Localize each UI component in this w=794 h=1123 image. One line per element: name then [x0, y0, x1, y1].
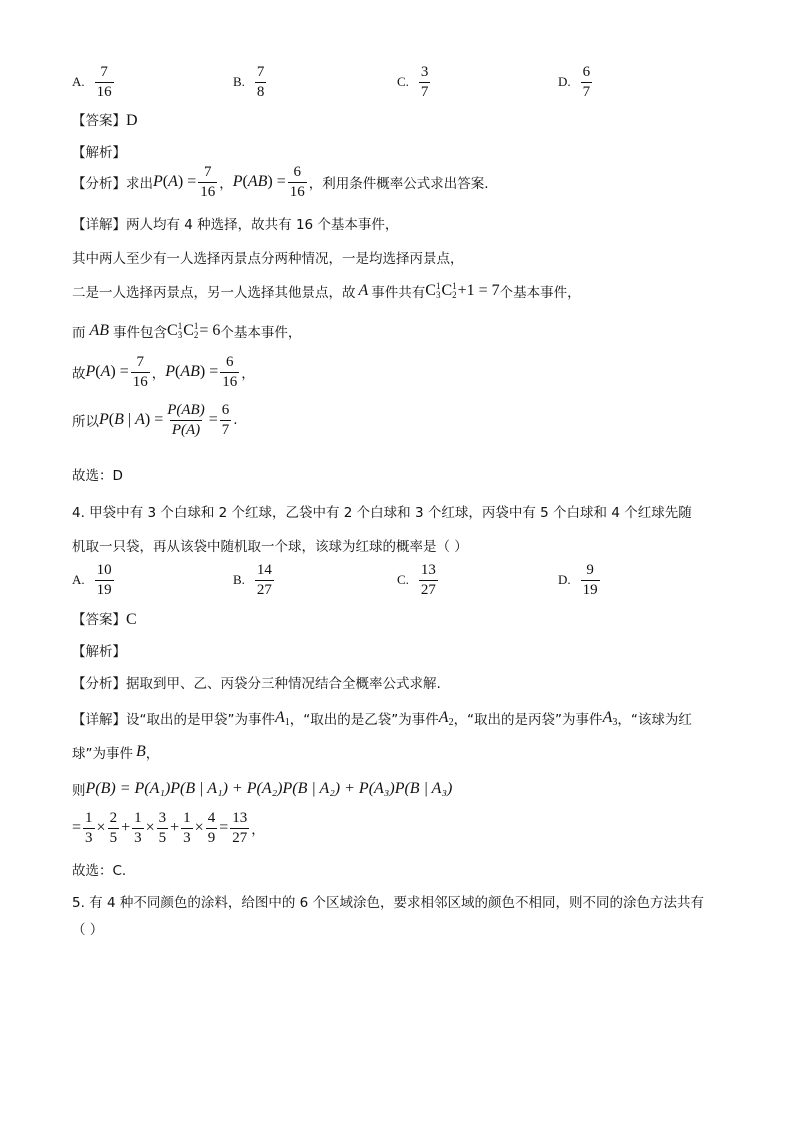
option-d: D. $\frac{6}{7}$: [558, 64, 591, 100]
detail-line: 二是一人选择丙景点，另一人选择其他景点，故 A 事件共有 C 1 3 C 1 2 +1 = 7 个基本事件，: [72, 281, 581, 301]
fraction: $\frac{6}{16}$: [222, 354, 238, 390]
fraction: $\frac{7}{16}$: [132, 354, 148, 390]
fraction: $\frac{7}{16}$: [200, 164, 216, 200]
fraction: $\frac{6}{16}$: [289, 164, 305, 200]
answer-line: 【答案】C: [72, 611, 137, 628]
detail-line: 所以 P(B | A) = $\frac{P(AB)}{P(A)}$ = $\frac{6}{7}$ .: [72, 402, 238, 438]
detail-line: 【详解】 设“取出的是甲袋”为事件 $A_1$ ，“取出的是乙袋”为事件 $A_2$ ，“取出的是丙袋”为事件 $A_3$ ，“该球为红: [72, 708, 692, 728]
option-c: C. $\frac{3}{7}$: [397, 64, 429, 100]
detail-line: 球”为事件 B ，: [72, 743, 160, 762]
answer-line: 【答案】D: [72, 112, 138, 129]
analysis-tag: 【解析】: [72, 145, 126, 161]
fraction: $\frac{3}{7}$: [420, 64, 429, 100]
fenxi-line: 【分析】 求出 P(A) = $\frac{7}{16}$ ， P(AB) = $\frac{6}{16}$ ，利用条件概率公式求出答案.: [72, 164, 489, 200]
question-stem: 4. 甲袋中有 3 个白球和 2 个红球，乙袋中有 2 个白球和 3 个红球，丙袋中有 5 个白球和 4 个红球先随: [72, 505, 692, 521]
option-c: C. $\frac{13}{27}$: [397, 562, 436, 598]
fraction: $\frac{6}{7}$: [582, 64, 591, 100]
option-b: B. $\frac{7}{8}$: [233, 64, 265, 100]
option-a: [72, 64, 116, 100]
fenxi-line: 【分析】据取到甲、乙、丙袋分三种情况结合全概率公式求解.: [72, 676, 441, 692]
fraction: $\frac{7}{16}$: [96, 64, 112, 100]
detail-line: 【详解】两人均有 4 种选择，故共有 16 个基本事件，: [72, 217, 399, 233]
fraction: $\frac{13}{27}$: [420, 562, 436, 598]
fraction: $\frac{9}{19}$: [582, 562, 598, 598]
question-stem: 5. 有 4 种不同颜色的涂料，给图中的 6 个区域涂色，要求相邻区域的颜色不相同，则不同的涂色方法共有: [72, 895, 705, 911]
option-b: B. $\frac{14}{27}$: [233, 562, 272, 598]
detail-line: 其中两人至少有一人选择丙景点分两种情况，一是均选择丙景点，: [72, 251, 464, 267]
detail-line: 故 P(A) = $\frac{7}{16}$ ， P(AB) = $\frac{6}{16}$ ，: [72, 354, 255, 390]
fraction: $\frac{P(AB)}{P(A)}$: [167, 402, 205, 438]
detail-line: 而 AB 事件包含 C 1 3 C 1 2 = 6 个基本事件，: [72, 321, 302, 341]
fraction: $\frac{6}{7}$: [221, 402, 230, 438]
fraction: $\frac{14}{27}$: [256, 562, 272, 598]
choose-line: 故选：D: [72, 468, 123, 484]
analysis-tag: 【解析】: [72, 644, 126, 660]
formula-line: 则 P(B) = P(A₁)P(B | A₁) + P(A₂)P(B | A₂) + P(A₃)P(B | A₃): [72, 780, 453, 799]
formula-line: = $\frac{1}{3}$ × $\frac{2}{5}$ + $\frac{1}{3}$ × $\frac{3}{5}$ + $\frac{1}{3}$ × $\frac{4}{9}$ = $\frac{13}{27}$ ，: [72, 810, 265, 846]
fraction: $\frac{7}{8}$: [256, 64, 265, 100]
choose-line: 故选：C.: [72, 863, 127, 879]
question-stem: 机取一只袋，再从该袋中随机取一个球，该球为红球的概率是（ ）: [72, 539, 468, 555]
fraction: $\frac{13}{27}$: [232, 810, 248, 846]
option-label: A.: [72, 74, 85, 89]
option-d: D. $\frac{9}{19}$: [558, 562, 598, 598]
option-a: A. $\frac{10}{19}$: [72, 562, 112, 598]
question-stem: （ ）: [72, 922, 104, 938]
total-probability-formula: P(B) = P(A₁)P(B | A₁) + P(A₂)P(B | A₂) + P(A₃)P(B | A₃): [85, 780, 453, 797]
fraction: $\frac{10}{19}$: [96, 562, 112, 598]
